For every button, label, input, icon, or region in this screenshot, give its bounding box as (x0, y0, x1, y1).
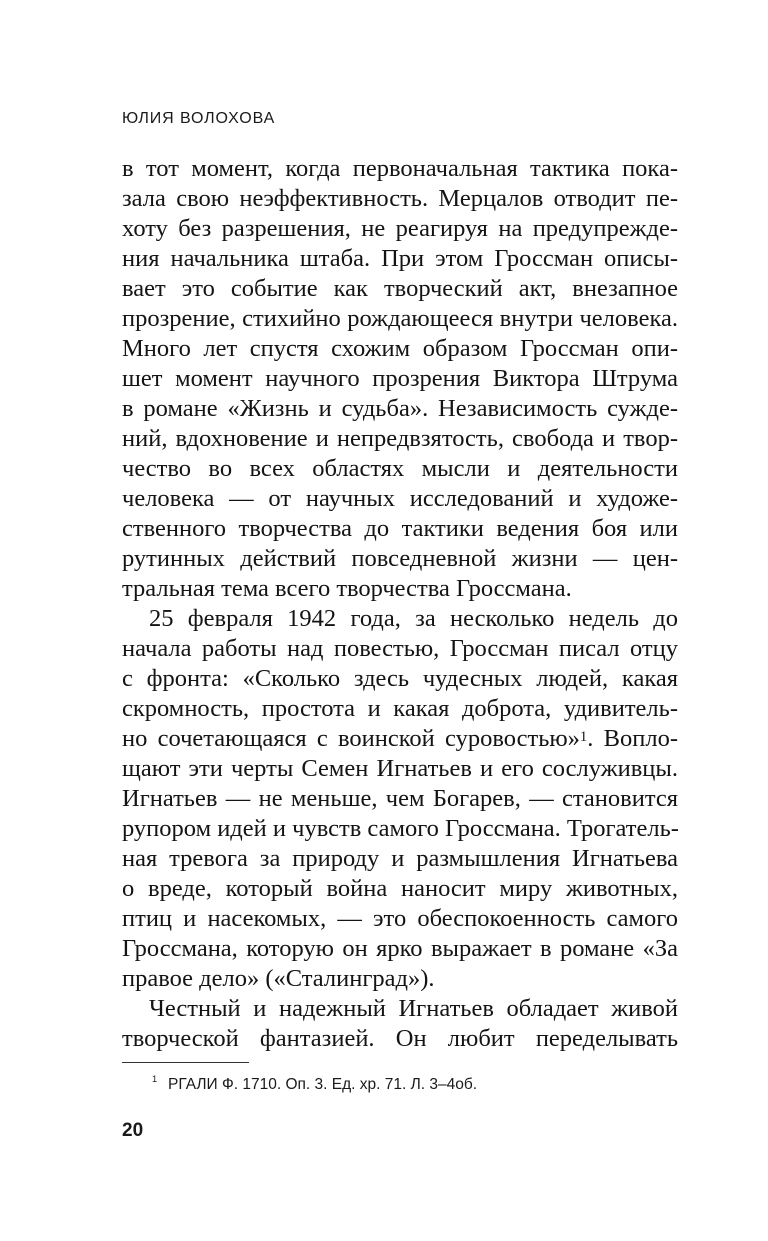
text-line: рупором идей и чувств самого Гроссмана. Трогатель- (122, 815, 679, 842)
footnote (152, 1076, 477, 1094)
text-line: Гроссмана, которую он ярко выражает в романе «За (122, 935, 678, 962)
text-line: творческой фантазией. Он любит переделывать (122, 1025, 678, 1052)
paragraph-first-line: 25 февраля 1942 года, за несколько недель до (149, 605, 678, 632)
text-segment: . Вопло- (587, 725, 678, 752)
text-line: в романе «Жизнь и судьба». Независимость сужде- (122, 395, 678, 422)
text-segment: но сочетающаяся с воинской суровостью» (122, 725, 580, 752)
text-line: ственного творчества до тактики ведения боя или (122, 515, 678, 542)
text-line: ний, вдохновение и непредвзятость, свобода и твор- (122, 425, 678, 452)
text-line-with-footnote (122, 724, 678, 754)
text-line: человека — от научных исследований и художе- (122, 485, 678, 512)
footnote-mark: 1 (152, 1074, 158, 1084)
text-line: Много лет спустя схожим образом Гроссман опи- (122, 335, 678, 362)
text-line: с фронта: «Сколько здесь чудесных людей, какая (122, 665, 678, 692)
text-line: скромность, простота и какая доброта, удивитель- (122, 695, 678, 722)
running-header: ЮЛИЯ ВОЛОХОВА (122, 110, 276, 127)
text-line: чество во всех областях мысли и деятельности (122, 455, 678, 482)
text-line: рутинных действий повседневной жизни — цен- (122, 545, 678, 572)
text-line: правое дело» («Сталинград»). (122, 965, 435, 992)
footnote-divider (122, 1062, 249, 1063)
text-line: вает это событие как творческий акт, внезапное (122, 275, 678, 302)
text-line: птиц и насекомых, — это обеспокоенность самого (122, 905, 678, 932)
text-line: ния начальника штаба. При этом Гроссман описы- (122, 245, 678, 272)
text-line: хоту без разрешения, не реагируя на предупрежде- (122, 215, 678, 242)
text-line: Игнатьев — не меньше, чем Богарев, — становится (122, 785, 678, 812)
text-line: в тот момент, когда первоначальная тактика пока- (122, 155, 678, 182)
footnote-text: РГАЛИ Ф. 1710. Оп. 3. Ед. хр. 71. Л. 3–4об. (168, 1076, 478, 1093)
text-line: шет момент научного прозрения Виктора Штрума (122, 365, 678, 392)
text-line: начала работы над повестью, Гроссман писал отцу (122, 635, 678, 662)
text-line: щают эти черты Семен Игнатьев и его сослуживцы. (122, 755, 678, 782)
page-number: 20 (122, 1120, 144, 1141)
text-line: зала свою неэффективность. Мерцалов отводит пе- (122, 185, 678, 212)
text-line: прозрение, стихийно рождающееся внутри человека. (122, 305, 678, 332)
text-line: ная тревога за природу и размышления Игнатьева (122, 845, 678, 872)
paragraph-first-line: Честный и надежный Игнатьев обладает живой (149, 995, 678, 1022)
text-line: о вреде, который война наносит миру животных, (122, 875, 678, 902)
footnote-reference: 1 (579, 729, 588, 745)
text-line: тральная тема всего творчества Гроссмана. (122, 575, 572, 602)
